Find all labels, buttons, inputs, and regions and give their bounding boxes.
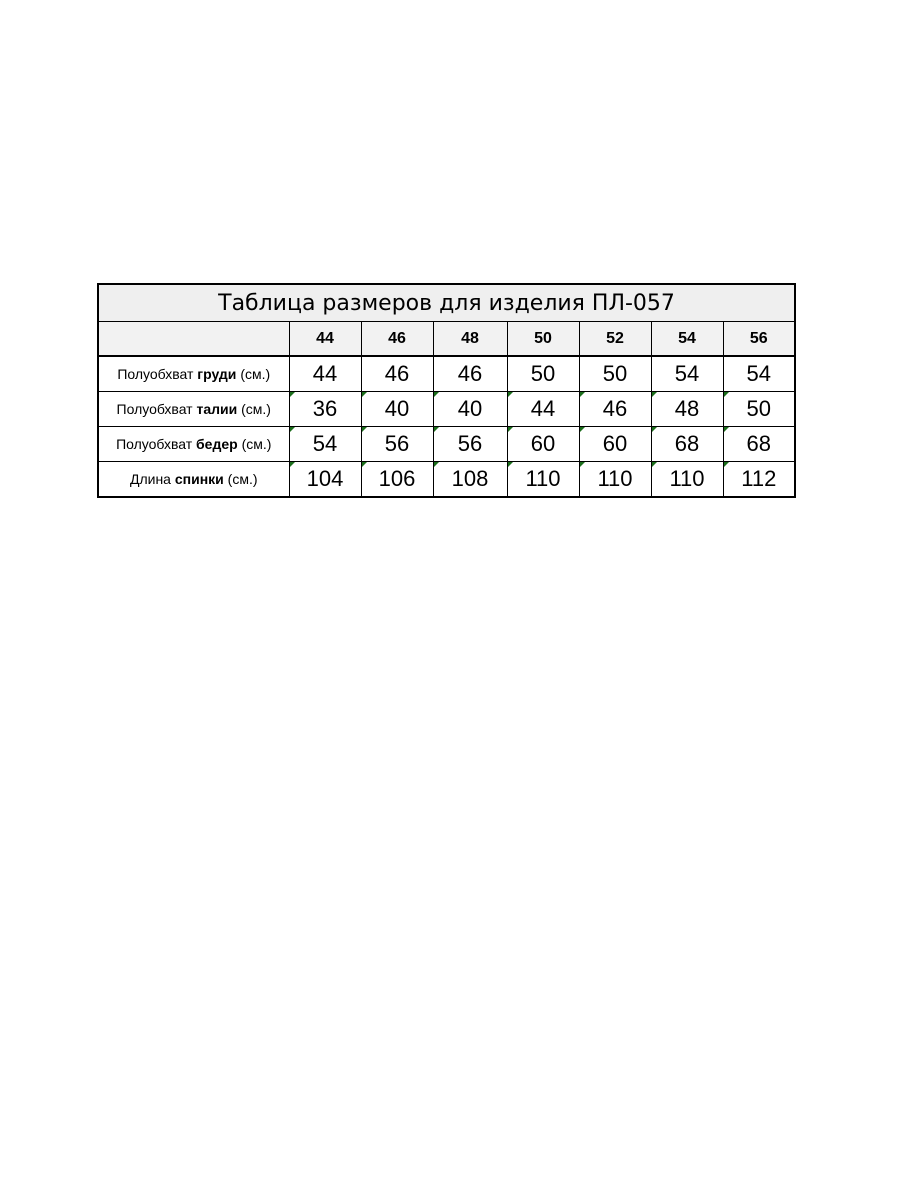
label-prefix: Полуобхват [116,401,193,417]
measurement-value [507,356,579,392]
value-text: 46 [602,396,628,421]
cell-marker-icon [362,392,367,397]
value-text: 108 [451,466,489,491]
table-title: Таблица размеров для изделия ПЛ-057 [98,284,795,322]
value-text: 48 [674,396,700,421]
measurement-label [98,427,289,462]
measurement-row [98,427,795,462]
measurement-value [507,462,579,498]
measurement-value [651,427,723,462]
value-text: 110 [669,466,705,491]
measurement-value [651,356,723,392]
measurement-value [579,462,651,498]
cell-marker-icon [362,427,367,432]
measurement-value [579,427,651,462]
value-text: 60 [602,431,628,456]
value-text: 110 [525,466,561,491]
cell-marker-icon [580,427,585,432]
measurement-label [98,392,289,427]
value-text: 54 [674,361,700,386]
value-text: 44 [530,396,556,421]
cell-marker-icon [434,427,439,432]
header-corner-cell [98,322,289,357]
size-header-cell: 54 [651,322,723,357]
measurement-value [289,427,361,462]
value-text: 40 [457,396,483,421]
measurement-value [507,427,579,462]
cell-marker-icon [290,392,295,397]
value-text: 112 [741,466,777,491]
value-text: 44 [312,361,338,386]
measurement-value [723,427,795,462]
value-text: 68 [746,431,772,456]
cell-marker-icon [508,462,513,467]
size-header-cell: 46 [361,322,433,357]
cell-marker-icon [724,427,729,432]
cell-marker-icon [580,392,585,397]
cell-marker-icon [290,427,295,432]
label-bold: спинки [174,471,224,487]
label-prefix: Полуобхват [117,366,194,382]
cell-marker-icon [290,462,295,467]
measurement-value [289,356,361,392]
measurement-value [289,392,361,427]
cell-marker-icon [724,462,729,467]
size-chart-table [97,283,796,498]
value-text: 46 [384,361,410,386]
label-bold: талии [196,401,238,417]
value-text: 60 [530,431,556,456]
label-suffix: (см.) [227,471,258,487]
measurement-row [98,462,795,498]
measurement-value [507,392,579,427]
cell-marker-icon [652,427,657,432]
label-bold: груди [197,366,237,382]
cell-marker-icon [724,392,729,397]
size-header-cell: 44 [289,322,361,357]
size-header-cell: 50 [507,322,579,357]
value-text: 56 [384,431,410,456]
cell-marker-icon [434,392,439,397]
value-text: 40 [384,396,410,421]
value-text: 50 [530,361,556,386]
measurement-value [579,392,651,427]
label-prefix: Длина [129,471,171,487]
label-suffix: (см.) [241,436,272,452]
value-text: 56 [457,431,483,456]
cell-marker-icon [362,462,367,467]
measurement-value [651,462,723,498]
measurement-value [723,356,795,392]
measurement-value [361,392,433,427]
cell-marker-icon [508,427,513,432]
label-bold: бедер [196,436,238,452]
measurement-value [289,462,361,498]
measurement-value [361,462,433,498]
cell-marker-icon [508,392,513,397]
measurement-value [361,427,433,462]
size-header-cell: 56 [723,322,795,357]
measurement-value [579,356,651,392]
measurement-row [98,392,795,427]
value-text: 68 [674,431,700,456]
measurement-value [433,356,507,392]
value-text: 46 [457,361,483,386]
measurement-value [361,356,433,392]
measurement-label [98,462,289,498]
measurement-value [723,392,795,427]
cell-marker-icon [652,392,657,397]
label-prefix: Полуобхват [116,436,193,452]
cell-marker-icon [434,462,439,467]
value-text: 36 [312,396,338,421]
value-text: 104 [306,466,344,491]
size-header-row [98,322,795,357]
measurement-value [723,462,795,498]
value-text: 50 [602,361,628,386]
size-header-cell: 48 [433,322,507,357]
measurement-value [433,462,507,498]
value-text: 54 [746,361,772,386]
value-text: 110 [597,466,633,491]
size-header-cell: 52 [579,322,651,357]
value-text: 50 [746,396,772,421]
cell-marker-icon [652,462,657,467]
measurement-label [98,356,289,392]
cell-marker-icon [580,462,585,467]
measurement-row [98,356,795,392]
label-suffix: (см.) [241,401,271,417]
measurement-value [651,392,723,427]
measurement-value [433,392,507,427]
value-text: 106 [378,466,416,491]
label-suffix: (см.) [240,366,271,382]
value-text: 54 [312,431,338,456]
measurement-value [433,427,507,462]
